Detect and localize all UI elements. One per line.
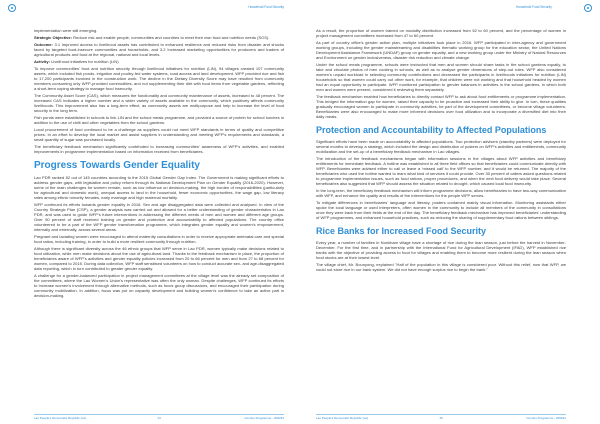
section-heading: Protection and Accountability to Affected Populations — [316, 125, 547, 135]
paragraph: Under the school meals programme, schools were instructed that men and women should share tasks in the school gardens equally, to take and circulate photos of men cooking in schools, as well as to analyse gender dimensions of step-out rules. WFP also considered women's unpaid workload in selecting community contributions and decreased the participants in livelihoods initiatives for nutrition (LIN) households so that women could carry out other work, for example, that children were not working and that household headed by women had an equal opportunity to participate. WFP monitored participation to gender balances in activities in the school gardens, in which both men and women were present, considered it reviewing them separately. — [316, 62, 566, 92]
paragraph: Although there is significant diversity across the 46 ethnic groups that WFP serve in Lao PDR, women typically make decisions related to food utilization, while men make decisions about the use of agricultural land. Thanks to the feedback mechanism in place, the proportion of beneficiaries aware of WFP's activities and gender equality policies increased from 20 to 66 percent for men and from 27 to 68 percent for women, compared to 2015. During data collection, WFP staff sensitised volunteers on how to conduct accurate sex- and age-disaggregated data reporting, which in turn contributed to greater gender equality. — [34, 246, 285, 271]
paragraph: To mitigate differences in beneficiaries' language and literacy, posters contained mainly visual information. Monitoring assistants either spoke the local language or used interpreters, often women in the community to include all members of the community in consultations once they were back from their fields at the end of the day. The beneficiary feedback mechanism has improved beneficiaries' understanding of WFP programmes, and enhanced household practices, such as reducing the sharing of supplementary food rations between siblings. — [316, 200, 566, 220]
paragraph: As a result, the proportion of women trained on modality distribution increased from 52 to 60 percent, and the percentage of women in project management committees increased from 47 to 60 percent. — [316, 28, 566, 38]
page-header: Household Food Security — [516, 5, 552, 9]
paragraph: Pregnant and lactating women were encouraged to attend maternity consultations in order to receive appropriate antenatal care and special food ratios, including training, in order to build a more resilient community through nutrition. — [34, 234, 284, 244]
paragraph — [34, 35, 284, 40]
page-number: 15 — [439, 416, 443, 420]
paragraph — [34, 59, 284, 64]
paragraph: Every year, a number of families in Nonkham village have a shortage of rice during the lean season, just before the harvest in November-December. For the first time, and in partnership with the International Fund for Agricultural Development (IFAD), WFP established rice banks with the objective of providing access to food for villages and enabling them to become more resilient during the lean season when food stocks are at their lowest level. — [316, 240, 566, 260]
section-heading: Progress Towards Gender Equality — [34, 160, 200, 171]
paragraph: The village chief, Mr. Bounyong, explained "Half of the population in this village is considered poor. Without this relief, now that WFP, we could not store rice in our bank system. We did not have enough surplus rice to begin the bank." — [316, 262, 566, 272]
paragraph: WFP continued its efforts towards gender equality in 2016. Sex and age disaggregated data were collected and analysed. In view of the Country Strategic Plan (CSP), a gender analysis was carried out and allowed for a better understanding of gender characteristics in Lao PDR, and was used to guide WFP's future interventions in addressing the different needs of men and women and different age groups. Over 90 percent of staff received training on gender and protection and accountability to affected populations. The country office volunteered to be a part of the WFP gender transformation programme, which integrates gender equality and women's empowerment, internally and externally, across several areas. — [34, 202, 284, 232]
wfp-logo-icon — [8, 4, 16, 12]
paragraph: The beneficiary feedback mechanism significantly contributed to increasing communities' awareness of WFP's activities, and enabled improvements in programme implementation based on information received from beneficiaries. — [34, 144, 284, 154]
page-footer — [316, 414, 566, 420]
text: Reduce risk and enable people, communities and countries to meet their own food and nutrition needs (SO3). — [72, 35, 270, 40]
text: Livelihood initiatives for nutrition (LIN) — [49, 59, 119, 64]
right-page — [300, 0, 600, 424]
label: Activity: — [34, 59, 50, 64]
paragraph: To improve communities' food and nutrition security through livelihood initiatives for nutrition (LIN), 94 villages created 107 community assets, which included fish ponds, irrigation and poultry-fed water systems, road access and land development. WFP provided rice and fish to 17,200 participants involved in the construction work. The decline in the Dietary Diversity Score may have resulted from community members consuming only WFP-provided commodities, and not supplementing their diet with food items from vegetable gardens, reflecting a short-term coping strategy to manage food insecurity. — [34, 66, 284, 91]
text: 3.1 Improved access to livelihood assets has contributed to enhanced resilience and reduced risks from disaster and shocks faced by targeted food-insecure communities and households, and 3.2 Increased marketing opportunities for producers and traders of agricultural products and food at the regional, national and local levels. — [34, 42, 284, 57]
paragraph: In the long-term, the beneficiary feedback mechanism will inform programme decisions, allow beneficiaries to have two-way communication with WFP, and enhance the quality and results of the interventions for the people WFP serves. — [316, 188, 566, 198]
paragraph: implementation were still emerging. — [34, 28, 98, 33]
label: Strategic Objective: — [34, 35, 73, 40]
paragraph: The Community Asset Score (CAS), which measures the functionality and community maintenance of assets, increased to 48 percent. The increased CAS indicates a higher number and a wider variety of assets available to the community, which positively affects community livelihoods. This improvement also has a long-term effect, as community assets are multipurpose and help to increase the level of food security in the long term. — [34, 93, 284, 113]
paragraph: Lao PDR ranked 52 out of 145 countries according to the 2015 Global Gender Gap Index. The Government is making significant efforts to address gender gaps, with legislative and policy reform through its National Development Plan on Gender Equality (2016-2020). However, some of the main challenges for women remain, such as low influence on decision-making, the high burden of responsibilities (particularly for agricultural and domestic work), unequal access to land in the household, fewer economic opportunities, the wage gap, low literacy rates among ethnic minority females, early marriage and high maternal mortality. — [34, 175, 284, 200]
footer-country: Lao People's Democratic Republic (LA) — [34, 416, 87, 420]
footer-programme: Country Programme - 200242 — [526, 416, 566, 420]
page-number: 14 — [157, 416, 161, 420]
page-footer — [34, 414, 284, 420]
wfp-logo-icon — [584, 4, 592, 12]
footer-country: Lao People's Democratic Republic (LA) — [316, 416, 369, 420]
paragraph: A challenge for a gender-balanced participation in project management committees at the village level was the already set composition of the committees, where the Lao Women's Union's representative was often the only woman. Despite challenges, WFP continued its efforts to increase women's involvement through alternative methods, such as focus group discussions, and encouraged their participation during community mobilization. In addition, focus was put on capacity development and building women's confidence to take an active part in decision-making. — [34, 273, 284, 298]
paragraph — [34, 42, 284, 57]
paragraph: Local procurement of food continued to be a challenge as suppliers could not meet WFP standards in terms of quality and competitive prices. In an effort to develop the local market and assist suppliers in understanding and meeting WFP's requirements and standards, a small quantity of sugar was purchased locally. — [34, 127, 284, 142]
paragraph: The feedback mechanism enabled how beneficiaries to directly contact WFP to ask about food entitlements or programme implementation. This bridged the information gap for women, raised their capacity to be proactive and increased their ability to give. In turn, these qualities gradually encouraged women to participate in community activities, be part of the development committees, or become village volunteers. Beneficiaries were also encouraged to make more informed decisions over food utilization and to incorporate a diversified diet into their daily meals. — [316, 94, 566, 119]
page-header: Household Food Security — [248, 5, 284, 9]
paragraph: Fish ponds were established in schools to link LIN and the school meals programme, and provided a source of protein for school lunches in addition to the use of chilli and other vegetables from the school gardens. — [34, 115, 284, 125]
paragraph: Significant efforts have been made on accountability to affected populations. Two protection advisers (standby partners) were deployed for several months to develop a strategy, which included the design and distribution of posters on WFP's activities and entitlements, community mobilization and the set-up of a beneficiary feedback mechanism in Lao villages. — [316, 139, 566, 154]
label: Outcome: — [34, 42, 53, 47]
section-heading: Rice Banks for Increased Food Security — [316, 226, 487, 236]
paragraph: The introduction of the feedback mechanisms began with information sessions in the villages about WFP activities and beneficiary entitlements for immediate feedback. A hotline was established in all three field offices so that beneficiaries could communicate directly with WFP. Beneficiaries were advised either to call or leave a 'missed call' to the WFP number, and it would be returned. The majority of the beneficiaries who used the hotline wanted to learn what kind of services it could provide. Over 30 percent of callers asked questions related to programme implementation issues, such as food rations, proper procedures, and when the next food delivery would take place. Several beneficiaries also suggested that WFP should assess the situation related to drought, which caused local food insecurity. — [316, 156, 566, 186]
paragraph: As part of country office's gender action plan, multiple initiatives took place in 2016. WFP participated in inter-agency and government working groups, including the gender mainstreaming and disabilities thematic working group for the education sector, the United Nations Development Assistance Framework (UNDAF) group on gender equality, and a new working group under the Ministry of Natural Resources and Environment on gender inclusiveness, disaster risk reduction and climate change. — [316, 40, 566, 60]
footer-programme: Country Programme - 200242 — [244, 416, 284, 420]
